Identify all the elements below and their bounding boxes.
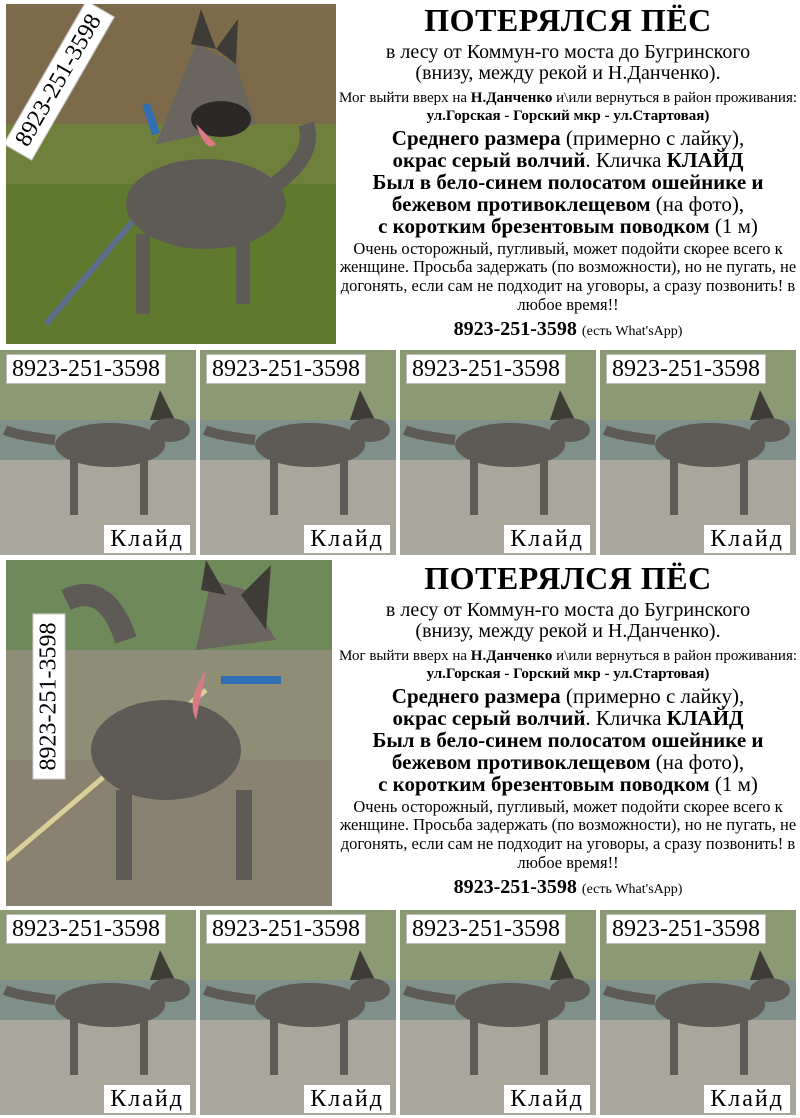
tab-phone: 8923-251-3598 xyxy=(406,914,566,944)
size-rest: (примерно с лайку), xyxy=(560,126,745,151)
behavior-description: Очень осторожный, пугливый, может подойти скорее всего к женщине. Просьба задержать (по возможности), но не пугать, не догонять, если сам не подходит на уговоры, а сразу позвонить! в любое время!! xyxy=(339,238,797,315)
flyer-title: ПОТЕРЯЛСЯ ПЁС xyxy=(424,2,712,38)
may-exit-mid: и\или вернуться в район проживания: xyxy=(552,648,798,665)
tab-phone: 8923-251-3598 xyxy=(6,914,166,944)
tab-dog-name: Клайд xyxy=(504,525,590,553)
tear-off-tab[interactable] xyxy=(0,910,198,1115)
may-exit-pre: Мог выйти вверх на xyxy=(338,648,471,665)
tab-dog-name: Клайд xyxy=(504,1085,590,1113)
collar-text: Был в бело-синем полосатом ошейнике и xyxy=(372,728,764,753)
may-exit-streets: ул.Горская - Горский мкр - ул.Стартовая) xyxy=(426,108,710,125)
tick-collar-bold: бежевом противоклещевом xyxy=(391,750,651,775)
tab-phone: 8923-251-3598 xyxy=(406,354,566,384)
may-exit-place: Н.Данченко xyxy=(470,648,553,665)
contact-phone: 8923-251-3598 xyxy=(453,318,577,341)
flyer-text xyxy=(338,2,798,341)
tear-off-tab[interactable] xyxy=(200,910,398,1115)
flyer-text xyxy=(338,560,798,899)
may-exit-pre: Мог выйти вверх на xyxy=(338,90,471,107)
may-exit-text xyxy=(338,89,798,125)
location-line-1: в лесу от Коммун-го моста до Бугринского xyxy=(385,40,751,63)
may-exit-place: Н.Данченко xyxy=(470,90,553,107)
dog-description-block xyxy=(338,127,798,237)
tear-off-tab[interactable] xyxy=(600,910,798,1115)
collar-text: Был в бело-синем полосатом ошейнике и xyxy=(372,170,764,195)
dog-description-block xyxy=(338,685,798,795)
tear-off-tab[interactable] xyxy=(0,350,198,555)
contact-line xyxy=(338,319,798,340)
tab-dog-name: Клайд xyxy=(704,525,790,553)
leash-rest: (1 м) xyxy=(709,214,758,239)
may-exit-streets: ул.Горская - Горский мкр - ул.Стартовая) xyxy=(426,666,710,683)
whatsapp-note: (есть What'sApp) xyxy=(581,882,683,898)
dog-photo xyxy=(6,4,336,344)
size-rest: (примерно с лайку), xyxy=(560,684,745,709)
size-bold: Среднего размера xyxy=(391,126,561,151)
name-pre: . Кличка xyxy=(585,148,667,173)
contact-line xyxy=(338,877,798,898)
location-line-1: в лесу от Коммун-го моста до Бугринского xyxy=(385,598,751,621)
tear-off-tab[interactable] xyxy=(400,910,598,1115)
whatsapp-note: (есть What'sApp) xyxy=(581,324,683,340)
tab-dog-name: Клайд xyxy=(104,525,190,553)
size-bold: Среднего размера xyxy=(391,684,561,709)
color-bold: окрас серый волчий xyxy=(392,148,586,173)
tab-phone: 8923-251-3598 xyxy=(606,914,766,944)
leash-bold: с коротким брезентовым поводком xyxy=(378,772,710,797)
tear-off-row xyxy=(0,350,800,558)
tick-collar-bold: бежевом противоклещевом xyxy=(391,192,651,217)
flyer-bottom xyxy=(0,558,800,1116)
tab-phone: 8923-251-3598 xyxy=(206,354,366,384)
photo-phone-label: 8923-251-3598 xyxy=(32,614,65,780)
tick-collar-rest: (на фото), xyxy=(650,192,745,217)
tab-dog-name: Клайд xyxy=(304,525,390,553)
tab-dog-name: Клайд xyxy=(304,1085,390,1113)
flyer-top xyxy=(0,0,800,558)
tab-dog-name: Клайд xyxy=(704,1085,790,1113)
may-exit-text xyxy=(338,647,798,683)
contact-phone: 8923-251-3598 xyxy=(453,876,577,899)
color-bold: окрас серый волчий xyxy=(392,706,586,731)
leash-rest: (1 м) xyxy=(709,772,758,797)
flyer-title: ПОТЕРЯЛСЯ ПЁС xyxy=(424,560,712,596)
behavior-description: Очень осторожный, пугливый, может подойти скорее всего к женщине. Просьба задержать (по возможности), но не пугать, не догонять, если сам не подходит на уговоры, а сразу позвонить! в любое время!! xyxy=(339,796,797,873)
tear-off-tab[interactable] xyxy=(400,350,598,555)
tab-dog-name: Клайд xyxy=(104,1085,190,1113)
tab-phone: 8923-251-3598 xyxy=(6,354,166,384)
dog-photo xyxy=(6,560,332,906)
may-exit-mid: и\или вернуться в район проживания: xyxy=(552,90,798,107)
tear-off-tab[interactable] xyxy=(200,350,398,555)
tick-collar-rest: (на фото), xyxy=(650,750,745,775)
name-pre: . Кличка xyxy=(585,706,667,731)
tear-off-row xyxy=(0,910,800,1118)
leash-bold: с коротким брезентовым поводком xyxy=(378,214,710,239)
dog-name: КЛАЙД xyxy=(666,148,744,173)
photo-phone-label: 8923-251-3598 xyxy=(6,4,115,161)
tab-phone: 8923-251-3598 xyxy=(206,914,366,944)
tab-phone: 8923-251-3598 xyxy=(606,354,766,384)
dog-name: КЛАЙД xyxy=(666,706,744,731)
tear-off-tab[interactable] xyxy=(600,350,798,555)
location-line-2: (внизу, между рекой и Н.Данченко). xyxy=(415,62,721,85)
location-line-2: (внизу, между рекой и Н.Данченко). xyxy=(415,620,721,643)
